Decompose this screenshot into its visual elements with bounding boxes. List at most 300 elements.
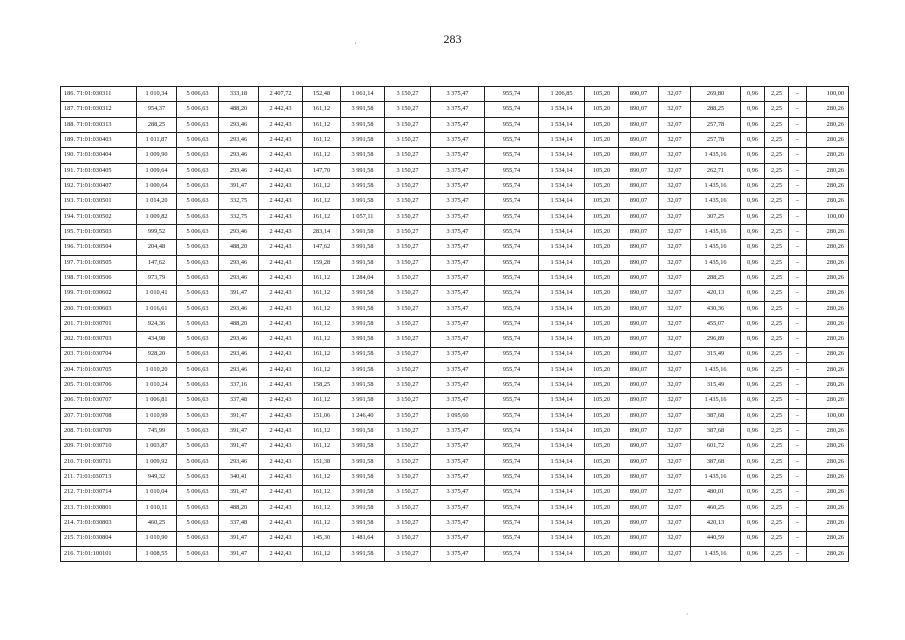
value-cell: 3 991,58: [341, 240, 385, 255]
value-cell: 3 150,27: [385, 500, 431, 515]
value-cell: 890,07: [619, 424, 659, 439]
value-cell: 1 009,92: [137, 454, 177, 469]
value-cell: 5 006,63: [177, 255, 219, 270]
value-cell: 5 006,63: [177, 286, 219, 301]
value-cell: 0,96: [741, 470, 765, 485]
value-cell: 430,36: [691, 301, 741, 316]
value-cell: 955,74: [485, 531, 539, 546]
value-cell: 0,96: [741, 454, 765, 469]
value-cell: 1 011,87: [137, 132, 177, 147]
value-cell: 3 375,47: [431, 240, 485, 255]
table-row: [61, 87, 849, 102]
value-cell: 5 006,63: [177, 347, 219, 362]
value-cell: 2 442,43: [259, 516, 303, 531]
value-cell: 3 150,27: [385, 87, 431, 102]
value-cell: 890,07: [619, 454, 659, 469]
value-cell: 100,00: [807, 209, 849, 224]
value-cell: 280,26: [807, 148, 849, 163]
value-cell: 2,25: [765, 546, 789, 561]
value-cell: 293,46: [219, 255, 259, 270]
value-cell: 2 442,43: [259, 393, 303, 408]
row-label-cell: 209. 71:01:030710: [61, 439, 137, 454]
value-cell: 0,96: [741, 209, 765, 224]
value-cell: 1 534,14: [539, 439, 585, 454]
value-cell: 420,13: [691, 516, 741, 531]
value-cell: 488,20: [219, 316, 259, 331]
value-cell: 1 009,90: [137, 148, 177, 163]
value-cell: 2 442,43: [259, 209, 303, 224]
row-label-cell: 200. 71:01:030603: [61, 301, 137, 316]
value-cell: 1 534,14: [539, 286, 585, 301]
value-cell: 340,41: [219, 470, 259, 485]
value-cell: 3 991,58: [341, 224, 385, 239]
value-cell: 890,07: [619, 378, 659, 393]
value-cell: 280,26: [807, 255, 849, 270]
value-cell: 280,26: [807, 424, 849, 439]
value-cell: 3 991,58: [341, 332, 385, 347]
value-cell: –: [789, 332, 807, 347]
value-cell: –: [789, 485, 807, 500]
value-cell: 105,20: [585, 148, 619, 163]
value-cell: 955,74: [485, 454, 539, 469]
value-cell: 955,74: [485, 270, 539, 285]
value-cell: 2 442,43: [259, 378, 303, 393]
value-cell: 1 010,99: [137, 408, 177, 423]
value-cell: 105,20: [585, 546, 619, 561]
value-cell: 434,98: [137, 332, 177, 347]
value-cell: 1 008,55: [137, 546, 177, 561]
value-cell: 955,74: [485, 132, 539, 147]
value-cell: 2,25: [765, 301, 789, 316]
value-cell: 955,74: [485, 378, 539, 393]
value-cell: 5 006,63: [177, 362, 219, 377]
value-cell: 105,20: [585, 178, 619, 193]
value-cell: 1 003,87: [137, 439, 177, 454]
value-cell: 32,07: [659, 362, 691, 377]
row-label-cell: 188. 71:01:030313: [61, 117, 137, 132]
value-cell: 3 150,27: [385, 485, 431, 500]
value-cell: 3 375,47: [431, 531, 485, 546]
value-cell: 3 375,47: [431, 546, 485, 561]
value-cell: 890,07: [619, 148, 659, 163]
table-row: [61, 132, 849, 147]
value-cell: 955,74: [485, 332, 539, 347]
value-cell: 2 442,43: [259, 117, 303, 132]
value-cell: 161,12: [303, 209, 341, 224]
value-cell: 1 435,16: [691, 362, 741, 377]
value-cell: 293,46: [219, 270, 259, 285]
value-cell: 890,07: [619, 194, 659, 209]
value-cell: 955,74: [485, 148, 539, 163]
value-cell: 0,96: [741, 424, 765, 439]
value-cell: 161,12: [303, 500, 341, 515]
value-cell: –: [789, 378, 807, 393]
value-cell: 105,20: [585, 332, 619, 347]
value-cell: –: [789, 255, 807, 270]
value-cell: 307,25: [691, 209, 741, 224]
value-cell: 5 006,63: [177, 332, 219, 347]
value-cell: 161,12: [303, 286, 341, 301]
value-cell: 2,25: [765, 240, 789, 255]
value-cell: 2 442,43: [259, 286, 303, 301]
table-row: [61, 347, 849, 362]
value-cell: 1 534,14: [539, 316, 585, 331]
value-cell: 161,12: [303, 546, 341, 561]
value-cell: 105,20: [585, 439, 619, 454]
value-cell: 0,96: [741, 378, 765, 393]
value-cell: 280,26: [807, 224, 849, 239]
value-cell: 32,07: [659, 439, 691, 454]
table-row: [61, 163, 849, 178]
value-cell: 293,46: [219, 347, 259, 362]
value-cell: 1 010,41: [137, 286, 177, 301]
value-cell: 158,25: [303, 378, 341, 393]
value-cell: 2 442,43: [259, 316, 303, 331]
value-cell: 3 375,47: [431, 148, 485, 163]
value-cell: –: [789, 393, 807, 408]
value-cell: 890,07: [619, 516, 659, 531]
value-cell: 3 991,58: [341, 470, 385, 485]
value-cell: 3 991,58: [341, 163, 385, 178]
row-label-cell: 207. 71:01:030708: [61, 408, 137, 423]
table-row: [61, 531, 849, 546]
table-row: [61, 316, 849, 331]
row-label-cell: 210. 71:01:030711: [61, 454, 137, 469]
value-cell: 280,26: [807, 546, 849, 561]
value-cell: 480,01: [691, 485, 741, 500]
value-cell: 337,48: [219, 393, 259, 408]
value-cell: 32,07: [659, 485, 691, 500]
value-cell: 3 150,27: [385, 102, 431, 117]
value-cell: 890,07: [619, 286, 659, 301]
value-cell: 3 150,27: [385, 408, 431, 423]
value-cell: 391,47: [219, 546, 259, 561]
value-cell: 2 442,43: [259, 500, 303, 515]
value-cell: 2 442,43: [259, 270, 303, 285]
value-cell: 601,72: [691, 439, 741, 454]
value-cell: 2,25: [765, 500, 789, 515]
value-cell: 890,07: [619, 439, 659, 454]
value-cell: 32,07: [659, 148, 691, 163]
value-cell: 1 534,14: [539, 531, 585, 546]
value-cell: 5 006,63: [177, 516, 219, 531]
value-cell: 2,25: [765, 362, 789, 377]
value-cell: 890,07: [619, 102, 659, 117]
value-cell: 955,74: [485, 255, 539, 270]
value-cell: 1 534,14: [539, 270, 585, 285]
value-cell: 2,25: [765, 178, 789, 193]
value-cell: 955,74: [485, 301, 539, 316]
value-cell: 3 991,58: [341, 546, 385, 561]
value-cell: 280,26: [807, 439, 849, 454]
value-cell: 1 534,14: [539, 485, 585, 500]
row-label-cell: 195. 71:01:030503: [61, 224, 137, 239]
value-cell: 2 442,43: [259, 408, 303, 423]
value-cell: 0,96: [741, 286, 765, 301]
value-cell: –: [789, 240, 807, 255]
table-row: [61, 362, 849, 377]
value-cell: 1 534,14: [539, 178, 585, 193]
value-cell: 2,25: [765, 163, 789, 178]
value-cell: 2 442,43: [259, 178, 303, 193]
value-cell: 3 150,27: [385, 393, 431, 408]
value-cell: 32,07: [659, 408, 691, 423]
value-cell: 890,07: [619, 240, 659, 255]
value-cell: 3 375,47: [431, 255, 485, 270]
value-cell: 440,59: [691, 531, 741, 546]
value-cell: 2 442,43: [259, 102, 303, 117]
value-cell: 955,74: [485, 424, 539, 439]
value-cell: 161,12: [303, 470, 341, 485]
value-cell: 955,74: [485, 209, 539, 224]
value-cell: 2 442,43: [259, 362, 303, 377]
value-cell: 332,75: [219, 209, 259, 224]
value-cell: 280,26: [807, 378, 849, 393]
value-cell: 2,25: [765, 270, 789, 285]
value-cell: 3 375,47: [431, 424, 485, 439]
row-label-cell: 186. 71:01:030311: [61, 87, 137, 102]
value-cell: 2,25: [765, 347, 789, 362]
value-cell: 1 006,81: [137, 393, 177, 408]
value-cell: 32,07: [659, 87, 691, 102]
value-cell: 890,07: [619, 408, 659, 423]
value-cell: 293,46: [219, 163, 259, 178]
value-cell: 1 000,64: [137, 178, 177, 193]
value-cell: –: [789, 362, 807, 377]
value-cell: 3 150,27: [385, 132, 431, 147]
value-cell: 1 534,14: [539, 424, 585, 439]
value-cell: 387,68: [691, 408, 741, 423]
value-cell: 161,12: [303, 301, 341, 316]
value-cell: 0,96: [741, 255, 765, 270]
value-cell: 890,07: [619, 163, 659, 178]
value-cell: 293,46: [219, 362, 259, 377]
row-label-cell: 187. 71:01:030312: [61, 102, 137, 117]
value-cell: 391,47: [219, 531, 259, 546]
table-row: [61, 500, 849, 515]
value-cell: 32,07: [659, 270, 691, 285]
value-cell: 488,20: [219, 500, 259, 515]
value-cell: 3 150,27: [385, 163, 431, 178]
value-cell: 105,20: [585, 500, 619, 515]
value-cell: 391,47: [219, 439, 259, 454]
value-cell: 2,25: [765, 378, 789, 393]
value-cell: 3 375,47: [431, 347, 485, 362]
value-cell: –: [789, 301, 807, 316]
value-cell: 3 375,47: [431, 270, 485, 285]
value-cell: 890,07: [619, 117, 659, 132]
value-cell: 2,25: [765, 424, 789, 439]
value-cell: 105,20: [585, 454, 619, 469]
value-cell: 105,20: [585, 470, 619, 485]
value-cell: 928,20: [137, 347, 177, 362]
value-cell: 161,12: [303, 117, 341, 132]
value-cell: 1 435,16: [691, 240, 741, 255]
table-row: [61, 240, 849, 255]
value-cell: 0,96: [741, 117, 765, 132]
table-row: [61, 255, 849, 270]
table-row: [61, 224, 849, 239]
value-cell: 0,96: [741, 500, 765, 515]
value-cell: 293,46: [219, 301, 259, 316]
row-label-cell: 215. 71:01:030804: [61, 531, 137, 546]
value-cell: 955,74: [485, 485, 539, 500]
value-cell: 460,25: [137, 516, 177, 531]
table-row: [61, 117, 849, 132]
value-cell: 0,96: [741, 224, 765, 239]
value-cell: 2 442,43: [259, 439, 303, 454]
value-cell: 280,26: [807, 393, 849, 408]
value-cell: 955,74: [485, 178, 539, 193]
value-cell: 391,47: [219, 286, 259, 301]
value-cell: 3 991,58: [341, 378, 385, 393]
value-cell: 2,25: [765, 148, 789, 163]
row-label-cell: 204. 71:01:030705: [61, 362, 137, 377]
value-cell: 5 006,63: [177, 178, 219, 193]
value-cell: –: [789, 132, 807, 147]
value-cell: 1 534,14: [539, 408, 585, 423]
value-cell: 5 006,63: [177, 87, 219, 102]
table-row: [61, 148, 849, 163]
value-cell: 0,96: [741, 546, 765, 561]
value-cell: 391,47: [219, 408, 259, 423]
value-cell: 3 150,27: [385, 470, 431, 485]
value-cell: 3 375,47: [431, 194, 485, 209]
value-cell: 262,71: [691, 163, 741, 178]
value-cell: 955,74: [485, 316, 539, 331]
value-cell: –: [789, 516, 807, 531]
value-cell: 3 375,47: [431, 301, 485, 316]
row-label-cell: 199. 71:01:030602: [61, 286, 137, 301]
value-cell: 1 534,14: [539, 163, 585, 178]
value-cell: 3 375,47: [431, 178, 485, 193]
value-cell: 890,07: [619, 485, 659, 500]
value-cell: 280,26: [807, 332, 849, 347]
value-cell: 3 991,58: [341, 439, 385, 454]
value-cell: 151,06: [303, 408, 341, 423]
value-cell: 2 442,43: [259, 163, 303, 178]
value-cell: –: [789, 102, 807, 117]
value-cell: 1 534,14: [539, 500, 585, 515]
value-cell: 151,38: [303, 454, 341, 469]
value-cell: 2,25: [765, 454, 789, 469]
value-cell: 280,26: [807, 240, 849, 255]
value-cell: 1 534,14: [539, 255, 585, 270]
value-cell: 32,07: [659, 255, 691, 270]
value-cell: 2,25: [765, 194, 789, 209]
scan-speck: ·: [686, 610, 689, 619]
value-cell: 5 006,63: [177, 378, 219, 393]
value-cell: 3 991,58: [341, 194, 385, 209]
value-cell: 32,07: [659, 546, 691, 561]
value-cell: 5 006,63: [177, 209, 219, 224]
value-cell: 5 006,63: [177, 546, 219, 561]
value-cell: 161,12: [303, 148, 341, 163]
value-cell: 1 534,14: [539, 148, 585, 163]
value-cell: 949,32: [137, 470, 177, 485]
value-cell: 5 006,63: [177, 132, 219, 147]
table-row: [61, 178, 849, 193]
value-cell: 3 991,58: [341, 347, 385, 362]
value-cell: 2,25: [765, 332, 789, 347]
table-row: [61, 378, 849, 393]
value-cell: –: [789, 470, 807, 485]
value-cell: 3 375,47: [431, 378, 485, 393]
value-cell: –: [789, 117, 807, 132]
value-cell: 1 435,16: [691, 255, 741, 270]
value-cell: 3 991,58: [341, 316, 385, 331]
value-cell: 5 006,63: [177, 224, 219, 239]
table-row: [61, 439, 849, 454]
value-cell: 3 150,27: [385, 347, 431, 362]
scan-speck: ·: [354, 39, 357, 48]
value-cell: 3 150,27: [385, 531, 431, 546]
value-cell: 3 991,58: [341, 178, 385, 193]
value-cell: 32,07: [659, 224, 691, 239]
value-cell: 293,46: [219, 332, 259, 347]
row-label-cell: 190. 71:01:030404: [61, 148, 137, 163]
value-cell: 954,37: [137, 102, 177, 117]
value-cell: 5 006,63: [177, 102, 219, 117]
value-cell: 5 006,63: [177, 240, 219, 255]
value-cell: 3 150,27: [385, 240, 431, 255]
value-cell: 32,07: [659, 163, 691, 178]
value-cell: 3 991,58: [341, 500, 385, 515]
value-cell: 890,07: [619, 209, 659, 224]
value-cell: 147,70: [303, 163, 341, 178]
value-cell: 5 006,63: [177, 117, 219, 132]
value-cell: 1 481,64: [341, 531, 385, 546]
value-cell: –: [789, 163, 807, 178]
value-cell: 1 009,82: [137, 209, 177, 224]
value-cell: 105,20: [585, 516, 619, 531]
row-label-cell: 194. 71:01:030502: [61, 209, 137, 224]
value-cell: 288,25: [691, 270, 741, 285]
value-cell: 1 435,16: [691, 470, 741, 485]
value-cell: 32,07: [659, 286, 691, 301]
value-cell: 387,68: [691, 424, 741, 439]
value-cell: 161,12: [303, 516, 341, 531]
value-cell: 391,47: [219, 178, 259, 193]
value-cell: 280,26: [807, 470, 849, 485]
value-cell: 2 442,43: [259, 194, 303, 209]
value-cell: 3 375,47: [431, 316, 485, 331]
value-cell: 1 010,11: [137, 500, 177, 515]
value-cell: 32,07: [659, 347, 691, 362]
value-cell: 105,20: [585, 424, 619, 439]
table-row: [61, 194, 849, 209]
value-cell: 293,46: [219, 117, 259, 132]
value-cell: 293,46: [219, 454, 259, 469]
value-cell: 204,48: [137, 240, 177, 255]
value-cell: 955,74: [485, 194, 539, 209]
value-cell: 2,25: [765, 470, 789, 485]
value-cell: 1 534,14: [539, 347, 585, 362]
value-cell: 890,07: [619, 500, 659, 515]
value-cell: 2 442,43: [259, 470, 303, 485]
value-cell: 955,74: [485, 102, 539, 117]
value-cell: 955,74: [485, 500, 539, 515]
value-cell: 5 006,63: [177, 316, 219, 331]
value-cell: 2,25: [765, 439, 789, 454]
value-cell: 3 150,27: [385, 148, 431, 163]
value-cell: 280,26: [807, 178, 849, 193]
value-cell: 0,96: [741, 163, 765, 178]
value-cell: 1 534,14: [539, 194, 585, 209]
value-cell: 3 150,27: [385, 424, 431, 439]
value-cell: 2,25: [765, 316, 789, 331]
value-cell: 890,07: [619, 87, 659, 102]
